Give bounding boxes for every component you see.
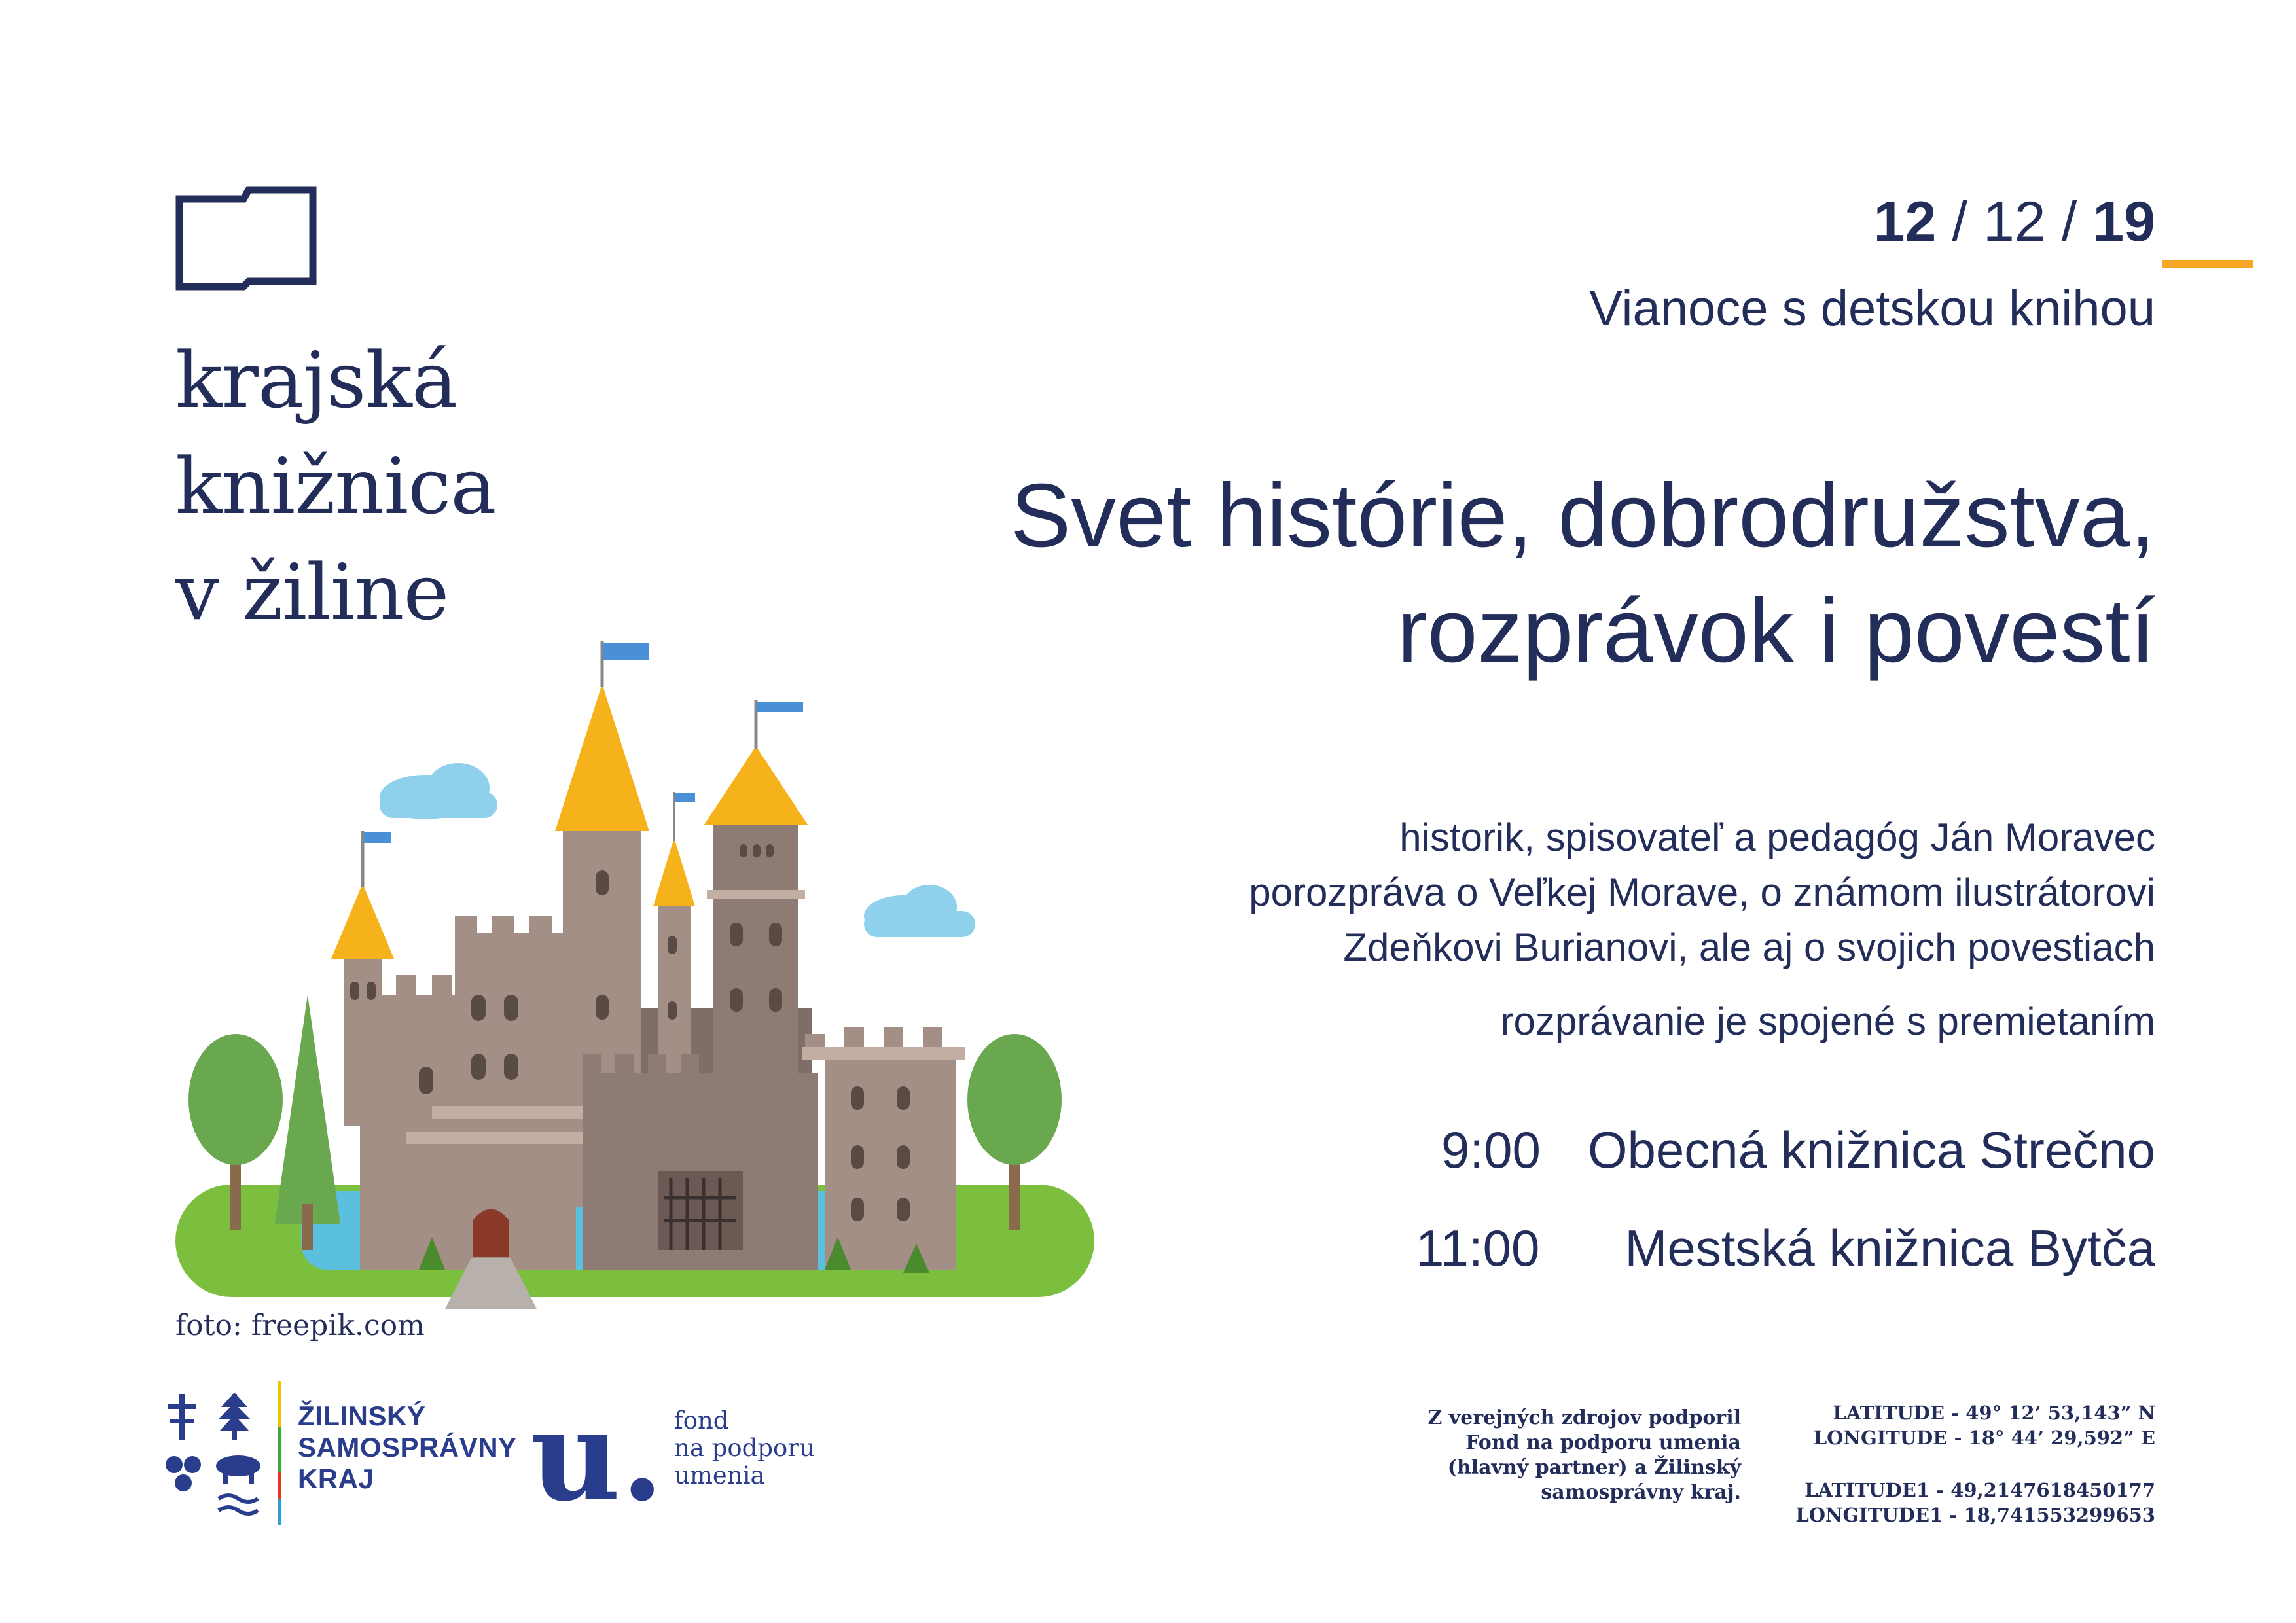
castle-illustration — [170, 628, 1100, 1309]
description-line: historik, spisovateľ a pedagóg Ján Moravec — [1399, 815, 2155, 859]
gps-coordinates — [1795, 1400, 2155, 1527]
event-headline — [1011, 458, 2155, 688]
zsk-line: ŽILINSKÝ — [298, 1400, 426, 1431]
library-name-line: knižnica — [175, 441, 496, 531]
fpu-logo-text — [674, 1407, 815, 1489]
zsk-logo-text — [298, 1400, 517, 1495]
event-description-note: rozprávanie je spojené s premietaním — [1500, 999, 2155, 1043]
zsk-coat-of-arms-icon — [160, 1381, 291, 1525]
support-line: (hlavný partner) a Žilinský — [1447, 1456, 1741, 1479]
schedule-row — [1389, 1219, 2155, 1278]
support-line: Fond na podporu umenia — [1465, 1431, 1741, 1454]
support-line: samosprávny kraj. — [1541, 1481, 1741, 1504]
schedule-place: Obecná knižnica Strečno — [1587, 1121, 2155, 1179]
headline-line: rozprávok i povestí — [1397, 580, 2155, 681]
description-line: Zdeňkovi Burianovi, ale aj o svojich povestiach — [1343, 925, 2155, 969]
fpu-line: umenia — [674, 1461, 765, 1489]
event-date — [1874, 190, 2155, 255]
schedule-place: Mestská knižnica Bytča — [1624, 1219, 2155, 1277]
library-logo-icon — [175, 186, 317, 291]
library-name — [175, 327, 496, 645]
description-line: porozpráva o Veľkej Morave, o známom ilustrátorovi — [1249, 870, 2155, 914]
schedule-time: 11:00 — [1415, 1219, 1540, 1277]
event-series: Vianoce s detskou knihou — [1589, 281, 2155, 336]
fpu-line: fond — [674, 1406, 729, 1435]
event-description — [1249, 810, 2155, 975]
date-day: 12 — [1873, 190, 1937, 253]
zsk-line: SAMOSPRÁVNY — [298, 1432, 517, 1463]
fpu-logo-mark: u. — [530, 1383, 664, 1529]
date-separator: / — [1936, 190, 1983, 253]
date-accent-line — [2162, 260, 2253, 268]
schedule-row — [1357, 1120, 2155, 1180]
zsk-line: KRAJ — [298, 1463, 374, 1494]
date-separator: / — [2045, 190, 2093, 253]
longitude-dms: LONGITUDE - 18° 44’ 29,592” E — [1813, 1427, 2155, 1449]
library-name-line: v žiline — [175, 547, 449, 637]
support-line: Z verejných zdrojov podporil — [1427, 1406, 1741, 1429]
date-month: 12 — [1982, 190, 2046, 253]
schedule-time: 9:00 — [1441, 1121, 1541, 1179]
support-statement — [1348, 1406, 1741, 1505]
latitude-decimal: LATITUDE1 - 49,2147618450177 — [1804, 1479, 2155, 1501]
fpu-line: na podporu — [674, 1434, 815, 1462]
library-name-line: krajská — [175, 335, 457, 425]
photo-credit: foto: freepik.com — [175, 1309, 425, 1342]
latitude-dms: LATITUDE - 49° 12’ 53,143” N — [1833, 1402, 2155, 1424]
headline-line: Svet histórie, dobrodružstva, — [1011, 465, 2155, 566]
date-year: 19 — [2092, 190, 2155, 253]
longitude-decimal: LONGITUDE1 - 18,741553299653 — [1795, 1504, 2155, 1526]
